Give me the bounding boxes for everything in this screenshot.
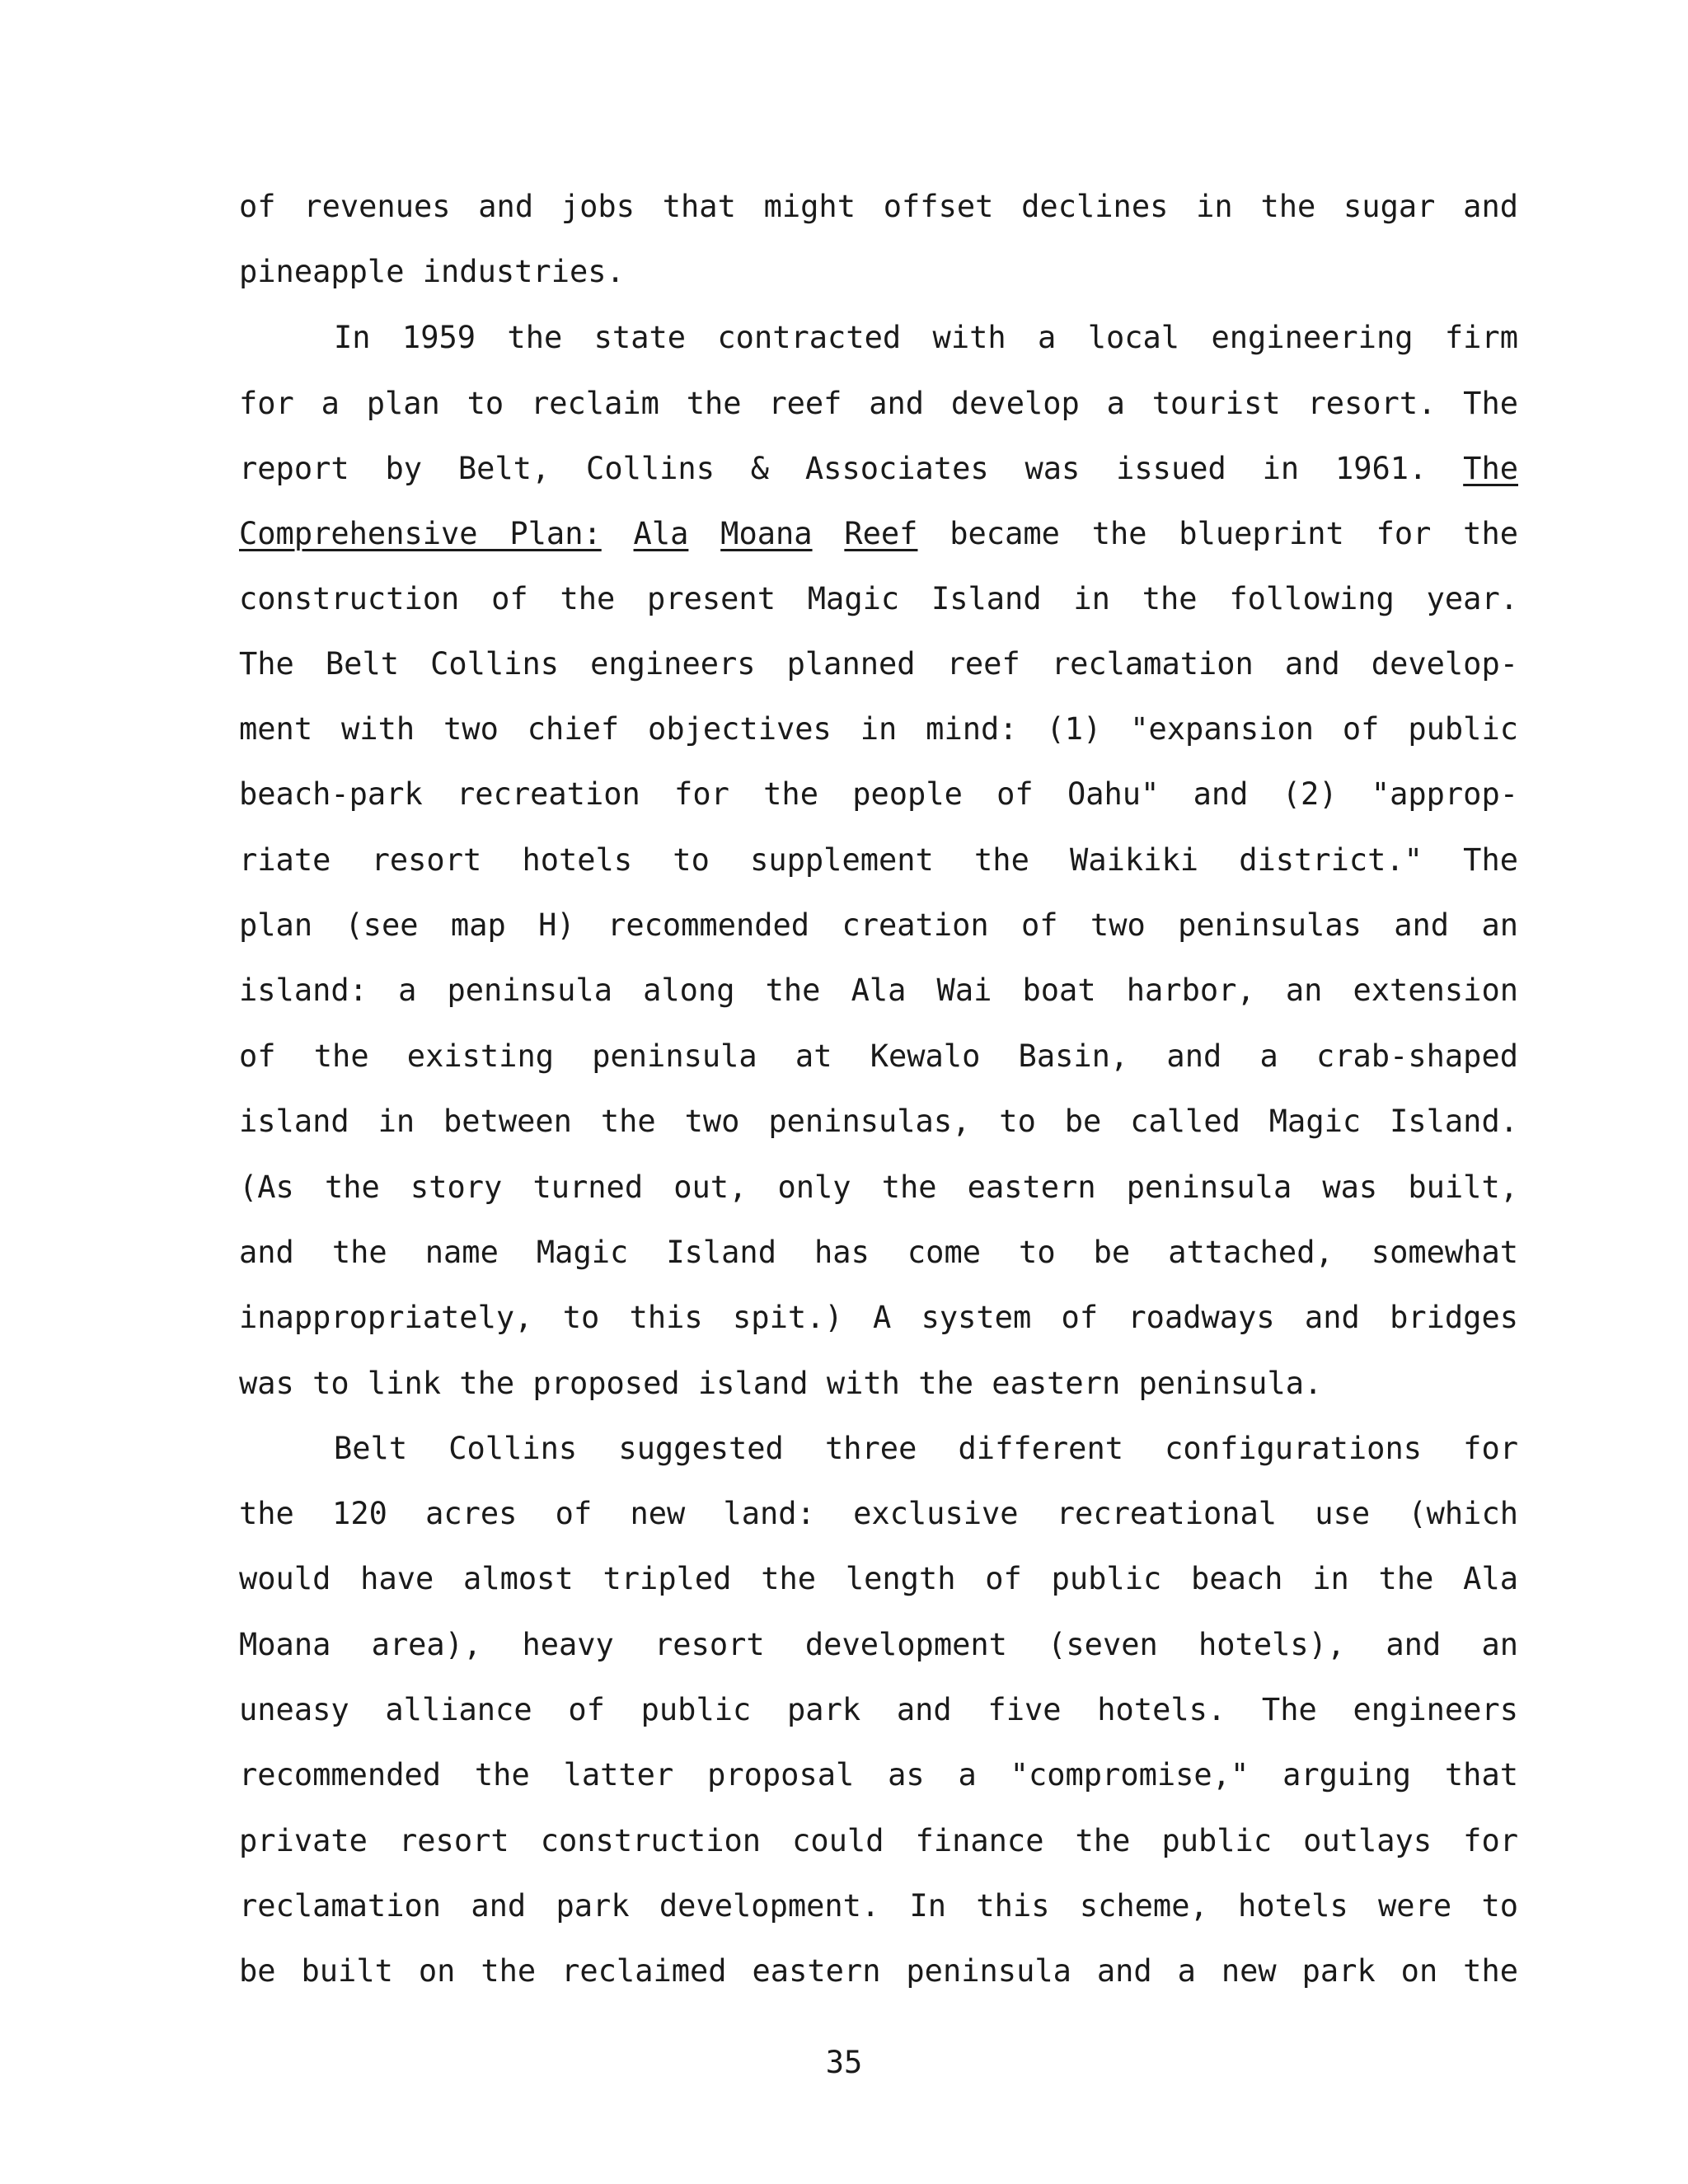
text-segment	[813, 516, 845, 551]
underlined-title-text: Reef	[844, 516, 918, 551]
underlined-title-text: Moana	[720, 516, 813, 551]
text-line: and the name Magic Island has come to be attached, somewhat	[239, 1235, 1518, 1270]
text-line: island: a peninsula along the Ala Wai boat harbor, an extension	[239, 972, 1518, 1008]
text-line: recommended the latter proposal as a "compromise," arguing that	[239, 1757, 1518, 1793]
underlined-title-text: Comprehensive Plan:	[239, 516, 602, 551]
text-line: construction of the present Magic Island in the following year.	[239, 581, 1518, 616]
text-line	[239, 513, 1518, 555]
text-line: of the existing peninsula at Kewalo Basin, and a crab-shaped	[239, 1038, 1518, 1074]
underlined-title-text: The	[1463, 451, 1518, 486]
text-line: private resort construction could finance the public outlays for	[239, 1823, 1518, 1858]
text-line: beach-park recreation for the people of Oahu" and (2) "approp-	[239, 776, 1518, 812]
text-line: Moana area), heavy resort development (seven hotels), and an	[239, 1627, 1518, 1662]
text-segment: became the blueprint for the	[917, 516, 1519, 551]
text-line: (As the story turned out, only the eastern peninsula was built,	[239, 1169, 1518, 1205]
text-line: The Belt Collins engineers planned reef reclamation and develop-	[239, 646, 1518, 682]
text-line: plan (see map H) recommended creation of two peninsulas and an	[239, 907, 1518, 943]
text-line: would have almost tripled the length of public beach in the Ala	[239, 1561, 1518, 1596]
text-line: be built on the reclaimed eastern peninsula and a new park on the	[239, 1953, 1518, 1989]
text-line: ment with two chief objectives in mind: (1) "expansion of public	[239, 711, 1518, 747]
text-segment: report by Belt, Collins & Associates was issued in 1961.	[239, 451, 1464, 486]
page-number: 35	[825, 2045, 863, 2080]
text-line: island in between the two peninsulas, to be called Magic Island.	[239, 1104, 1518, 1139]
text-line: was to link the proposed island with the eastern peninsula.	[239, 1366, 1323, 1401]
text-line: reclamation and park development. In this scheme, hotels were to	[239, 1888, 1518, 1924]
paragraph-first-line: In 1959 the state contracted with a local engineering firm	[334, 320, 1518, 355]
text-line: inappropriately, to this spit.) A system of roadways and bridges	[239, 1300, 1518, 1335]
text-segment	[602, 516, 634, 551]
text-line: for a plan to reclaim the reef and develop a tourist resort. The	[239, 386, 1518, 421]
paragraph-first-line: Belt Collins suggested three different configurations for	[334, 1431, 1518, 1466]
text-line: uneasy alliance of public park and five hotels. The engineers	[239, 1692, 1518, 1727]
underlined-title-text: Ala	[633, 516, 689, 551]
text-line: the 120 acres of new land: exclusive recreational use (which	[239, 1496, 1518, 1531]
text-segment	[688, 516, 720, 551]
text-line: riate resort hotels to supplement the Waikiki district." The	[239, 842, 1518, 878]
text-line: pineapple industries.	[239, 254, 625, 289]
text-line	[239, 448, 1518, 490]
text-line: of revenues and jobs that might offset declines in the sugar and	[239, 189, 1518, 224]
